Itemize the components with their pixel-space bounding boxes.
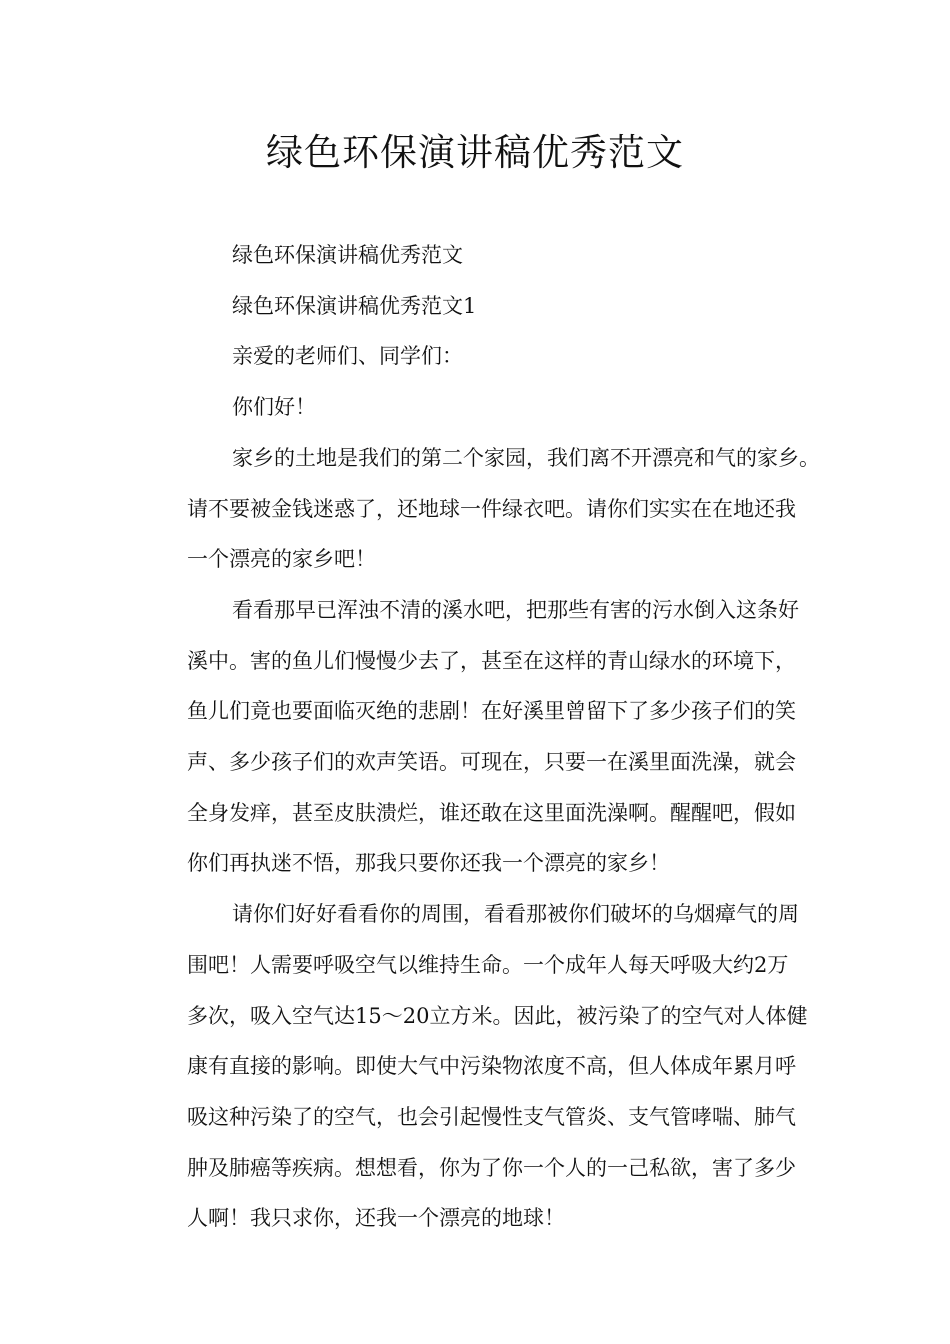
text-line: 多次，吸入空气达15～20立方米。因此，被污染了的空气对人体健: [187, 1003, 808, 1028]
text-line: 你们再执迷不悟，那我只要你还我一个漂亮的家乡！: [187, 851, 670, 876]
paragraph-air: [145, 889, 815, 1244]
text-line: 围吧！人需要呼吸空气以维持生命。一个成年人每天呼吸大约2万: [187, 952, 789, 977]
text-line: 全身发痒，甚至皮肤溃烂，谁还敢在这里面洗澡啊。醒醒吧，假如: [187, 800, 796, 825]
document-title: 绿色环保演讲稿优秀范文: [266, 131, 684, 174]
paragraph-section-heading: [145, 281, 815, 332]
paragraph-salutation: [145, 331, 815, 382]
paragraph-stream: [145, 585, 815, 889]
text-line: 亲爱的老师们、同学们：: [232, 344, 463, 369]
text-line: 你们好！: [232, 395, 316, 420]
text-line: 康有直接的影响。即使大气中污染物浓度不高，但人体成年累月呼: [187, 1054, 796, 1079]
paragraph-hometown: [145, 433, 820, 585]
paragraph-greeting: [145, 382, 815, 433]
text-line: 看看那早已浑浊不清的溪水吧，把那些有害的污水倒入这条好: [232, 597, 799, 622]
text-line: 家乡的土地是我们的第二个家园，我们离不开漂亮和气的家乡。: [232, 445, 820, 470]
text-line: 请不要被金钱迷惑了，还地球一件绿衣吧。请你们实实在在地还我: [187, 496, 796, 521]
text-line: 溪中。害的鱼儿们慢慢少去了，甚至在这样的青山绿水的环境下，: [187, 648, 796, 673]
document-body: [145, 230, 820, 1244]
text-line: 绿色环保演讲稿优秀范文: [232, 243, 463, 267]
text-line: 肿及肺癌等疾病。想想看，你为了你一个人的一己私欲，害了多少: [187, 1155, 796, 1180]
paragraph-subtitle: [145, 230, 815, 281]
text-line: 一个漂亮的家乡吧！: [187, 547, 376, 572]
text-line: 请你们好好看看你的周围，看看那被你们破坏的乌烟瘴气的周: [232, 902, 799, 927]
text-line: 声、多少孩子们的欢声笑语。可现在，只要一在溪里面洗澡，就会: [187, 750, 796, 775]
text-line: 吸这种污染了的空气，也会引起慢性支气管炎、支气管哮喘、肺气: [187, 1104, 796, 1129]
text-line: 人啊！我只求你，还我一个漂亮的地球！: [187, 1206, 565, 1231]
text-line: 绿色环保演讲稿优秀范文1: [232, 293, 477, 318]
text-line: 鱼儿们竟也要面临灭绝的悲剧！在好溪里曾留下了多少孩子们的笑: [187, 699, 796, 724]
